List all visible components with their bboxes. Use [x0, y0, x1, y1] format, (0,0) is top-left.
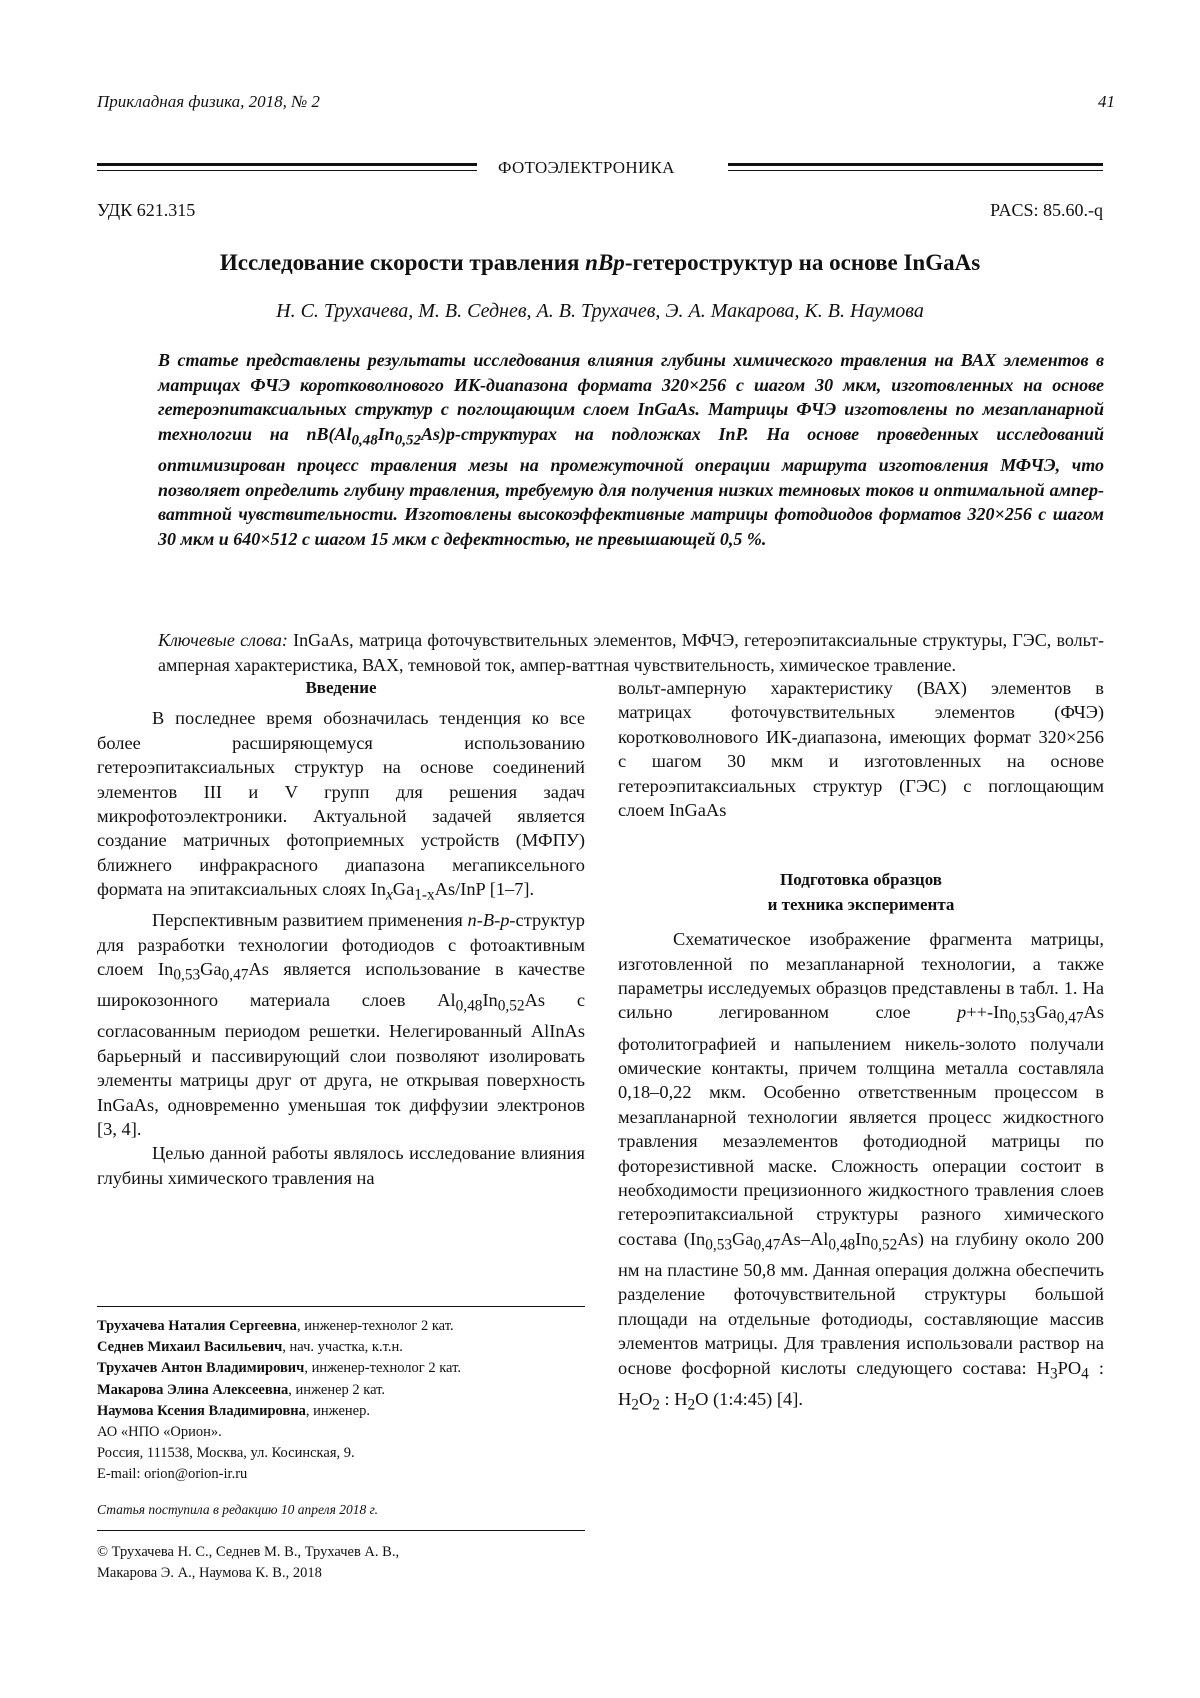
author-affiliation: Трухачева Наталия Сергеевна, инженер-технолог 2 кат.	[97, 1318, 454, 1334]
keywords	[158, 628, 1104, 677]
copyright-line-2: Макарова Э. А., Наумова К. В., 2018	[97, 1565, 322, 1581]
section-rule-left-top	[97, 163, 477, 166]
org-email: E-mail: orion@orion-ir.ru	[97, 1466, 248, 1483]
intro-paragraph-3-continued: вольт-амперную характеристику (ВАХ) элементов в матрицах фоточувствительных элементов (ФЧЭ) коротковолнового ИК-диапазона, имеющих формат 320×256 с шагом 30 мкм и изготовленных на основе гетероэпитаксиальных структур (ГЭС) с поглощающим слоем InGaAs	[618, 678, 1104, 821]
author-affiliation: Макарова Элина Алексеевна, инженер 2 кат.	[97, 1381, 386, 1398]
methods-paragraph: Схематическое изображение фрагмента матрицы, изготовленной по мезапланарной технологии, а также параметры исследуемых образцов представлены в табл. 1. На сильно легированном слое $p++-In_{0,53}Ga_{0,47}As$ фотолитографией и напылением никель-золото получали омические контакты, причем толщина металла составляла 0,18–0,22 мкм. Особенно ответственным процессом в мезапланарной технологии является процесс жидкостного травления мезаэлементов фотодиодной матрицы по фоторезистивной маске. Сложность операции состоит в необходимости прецизионного жидкостного травления слоев гетероэпитаксиальной структуры разного химического состава $(In_{0,53}Ga_{0,47}As-Al_{0,48}In_{0,52}As)$ на глубину около 200 нм на пластине 50,8 мм. Данная операция должна обеспечить разделение фоточувствительной структуры большой площади на отдельные фотодиоды, составляющие массив элементов матрицы. Для травления использовали раствор на основе фосфорной кислоты следующего состава: $H_3PO_4$ : $H_2O_2$ : $H_2O$ (1:4:45) [4].	[618, 929, 1104, 1414]
left-column	[97, 676, 585, 1190]
keywords-text: InGaAs, матрица фоточувствительных элементов, МФЧЭ, гетероэпитаксиальные структуры, ГЭС, вольт-амперная характеристика, ВАХ, темновой ток, ампер-ваттная чувствительность, химическое травление.	[158, 630, 1104, 675]
journal-title: Прикладная физика, 2018, № 2	[97, 92, 320, 111]
copyright-rule	[97, 1530, 585, 1531]
udk-code: УДК 621.315	[97, 200, 196, 220]
intro-heading: Введение	[305, 678, 377, 697]
pacs-code: PACS: 85.60.-q	[990, 200, 1103, 220]
methods-heading-line-1: Подготовка образцов	[780, 870, 942, 890]
intro-paragraph-2: Перспективным развитием применения n-B-p-структур для разработки технологии фотодиодов с фотоактивным слоем $In_{0,53}Ga_{0,47}As$ является использование в качестве широкозонного материала слоев $Al_{0,48}In_{0,52}As$ с согласованным периодом решетки. Нелегированный AlInAs барьерный и пассивирующий слои позволяют изолировать элементы матрицы друг от друга, не открывая поверхность InGaAs, одновременно уменьшая ток диффузии электронов [3, 4].	[97, 910, 585, 1139]
article-title: Исследование скорости травления nBp-гетероструктур на основе InGaAs	[219, 250, 981, 275]
keywords-label: Ключевые слова:	[158, 630, 288, 650]
author-affiliation: Трухачев Антон Владимирович, инженер-технолог 2 кат.	[97, 1360, 461, 1377]
intro-paragraph-3: Целью данной работы являлось исследование влияния глубины химического травления на	[97, 1143, 585, 1188]
article-authors: Н. С. Трухачева, М. В. Седнев, А. В. Трухачев, Э. А. Макарова, К. В. Наумова	[276, 300, 924, 322]
received-date: Статья поступила в редакцию 10 апреля 2018 г.	[97, 1502, 379, 1517]
footnote-rule	[97, 1306, 585, 1307]
org-name: АО «НПО «Орион».	[97, 1424, 222, 1441]
methods-heading-line-2: и техника эксперимента	[767, 894, 955, 914]
affiliations	[97, 1316, 585, 1486]
copyright-line-1: © Трухачева Н. С., Седнев М. В., Трухачев А. В.,	[97, 1544, 400, 1560]
author-affiliation: Наумова Ксения Владимировна, инженер.	[97, 1402, 370, 1419]
copyright	[97, 1542, 585, 1584]
section-label: ФОТОЭЛЕКТРОНИКА	[498, 158, 675, 177]
author-affiliation: Седнев Михаил Васильевич, нач. участка, к.т.н.	[97, 1339, 403, 1356]
intro-paragraph-1: В последнее время обозначилась тенденция ко все более расширяющемуся использованию гетероэпитаксиальных структур на основе соединений элементов III и V групп для решения задач микрофотоэлектроники. Актуальной задачей является создание матричных фотоприемных устройств (МФПУ) ближнего инфракрасного диапазона мегапиксельного формата на эпитаксиальных слоях $In_xGa_{1-x}As$/InP [1–7].	[97, 708, 585, 904]
section-rule-right-bottom	[728, 170, 1103, 171]
section-rule-right-top	[728, 163, 1103, 166]
abstract: В статье представлены результаты исследования влияния глубины химического травления на ВАХ элементов в матрицах ФЧЭ коротковолнового ИК-диапазона формата 320×256 с шагом 30 мкм, изготовленных на основе гетероэпитаксиальных структур с поглощающим слоем InGaAs. Матрицы ФЧЭ изготовлены по мезапланарной технологии на $nB(Al_{0,48}In_{0,52}As)p$-структурах на подложках InP. На основе проведенных исследований оптимизирован процесс травления мезы на промежуточной операции маршрута изготовления МФЧЭ, что позволяет определить глубину травления, требуемую для получения низких темновых токов и оптимальной ампер-ваттной чувствительности. Изготовлены высокоэффективные матрицы фотодиодов форматов 320×256 с шагом 30 мкм и 640×512 с шагом 15 мкм с дефектностью, не превышающей 0,5 %.	[158, 350, 1104, 549]
section-rule-left-bottom	[97, 170, 477, 171]
right-column	[618, 676, 1104, 1418]
page-number: 41	[1098, 92, 1115, 111]
org-address: Россия, 111538, Москва, ул. Косинская, 9.	[97, 1445, 355, 1462]
